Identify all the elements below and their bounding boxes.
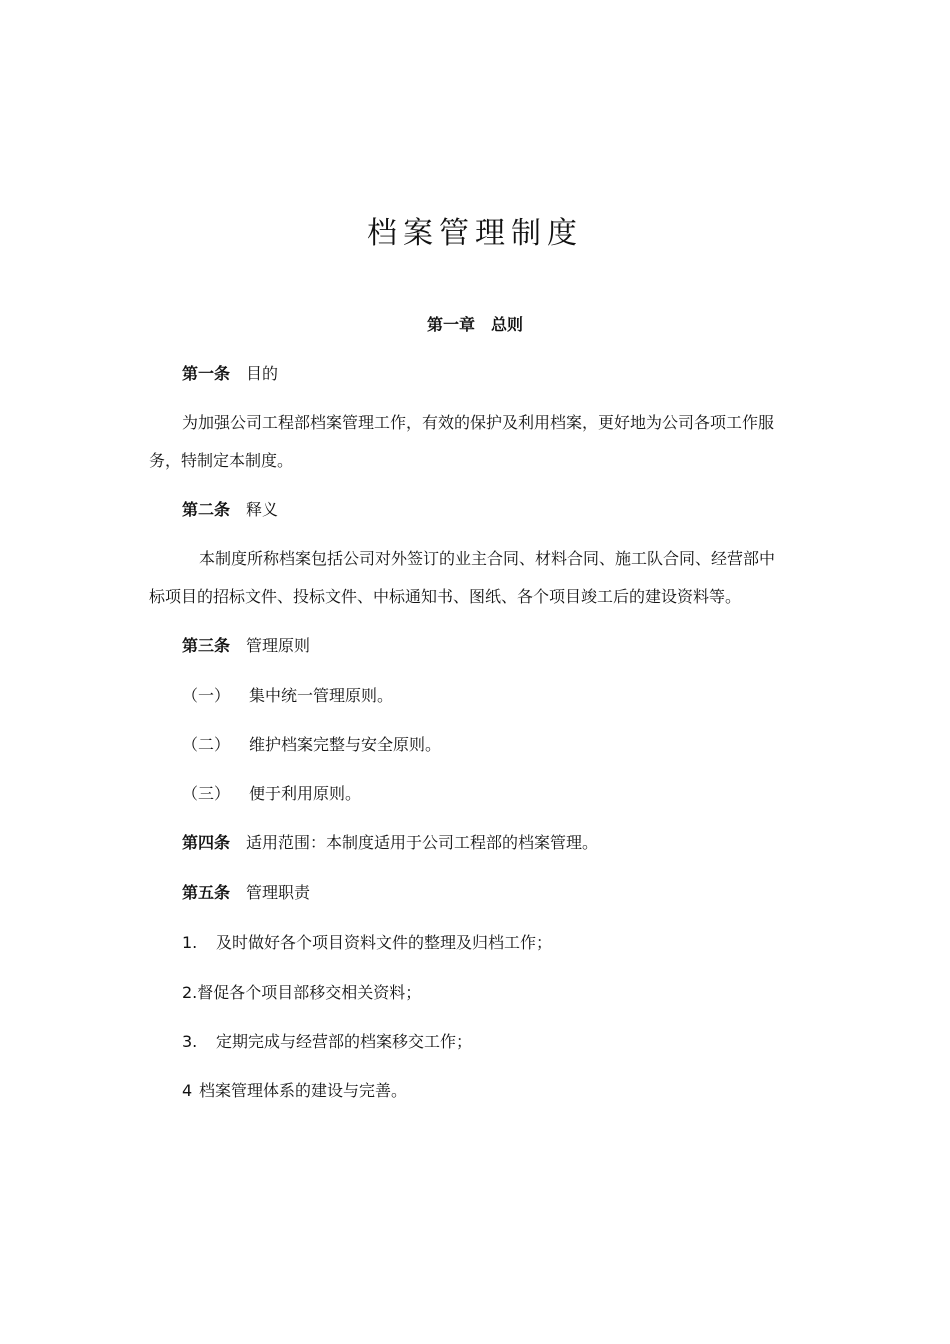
list-item-text: 便于利用原则。 xyxy=(249,784,362,803)
list-item-number: （三） xyxy=(182,784,231,803)
article-4-text: 适用范围：本制度适用于公司工程部的档案管理。 xyxy=(246,833,599,852)
list-item-text: 集中统一管理原则。 xyxy=(249,686,394,705)
article-2-paragraph-line-2: 标项目的招标文件、投标文件、中标通知书、图纸、各个项目竣工后的建设资料等。 xyxy=(149,587,742,606)
article-1-title: 目的 xyxy=(246,364,279,383)
list-item xyxy=(182,684,393,708)
article-3-title: 管理原则 xyxy=(246,636,311,655)
list-item-number: 1. xyxy=(182,933,198,952)
article-3-heading xyxy=(182,634,310,658)
list-item-number: 3. xyxy=(182,1032,198,1051)
list-item-number: （一） xyxy=(182,686,231,705)
article-2-paragraph-line-1: 本制度所称档案包括公司对外签订的业主合同、材料合同、施工队合同、经营部中 xyxy=(199,549,776,568)
list-item-text: 档案管理体系的建设与完善。 xyxy=(199,1081,408,1100)
article-1-paragraph-line-2: 务，特制定本制度。 xyxy=(149,451,294,470)
list-item-number: （二） xyxy=(182,735,231,754)
article-1-label: 第一条 xyxy=(182,364,231,383)
list-item-text: 维护档案完整与安全原则。 xyxy=(249,735,442,754)
list-item xyxy=(182,733,441,757)
list-item-text: 定期完成与经营部的档案移交工作； xyxy=(216,1032,473,1051)
document-title: 档案管理制度 xyxy=(367,216,583,251)
article-5-title: 管理职责 xyxy=(246,883,311,902)
article-4-label: 第四条 xyxy=(182,833,231,852)
list-item xyxy=(182,931,552,955)
article-1-paragraph-line-1: 为加强公司工程部档案管理工作，有效的保护及利用档案，更好地为公司各项工作服 xyxy=(182,413,775,432)
list-item xyxy=(182,1030,472,1054)
article-3-label: 第三条 xyxy=(182,636,231,655)
chapter-heading: 第一章 总则 xyxy=(426,315,523,334)
list-item xyxy=(182,981,421,1005)
article-5-label: 第五条 xyxy=(182,883,231,902)
article-2-title: 释义 xyxy=(246,500,279,519)
article-2-label: 第二条 xyxy=(182,500,231,519)
list-item-number: 2. xyxy=(182,983,198,1002)
article-5-heading xyxy=(182,881,310,905)
list-item xyxy=(182,782,361,806)
list-item-number: 4 xyxy=(182,1081,193,1100)
article-1-heading xyxy=(182,362,278,386)
list-item xyxy=(182,1079,407,1103)
list-item-text: 督促各个项目部移交相关资料； xyxy=(197,983,422,1002)
article-4-paragraph xyxy=(182,831,598,855)
article-2-heading xyxy=(182,498,278,522)
list-item-text: 及时做好各个项目资料文件的整理及归档工作； xyxy=(216,933,553,952)
